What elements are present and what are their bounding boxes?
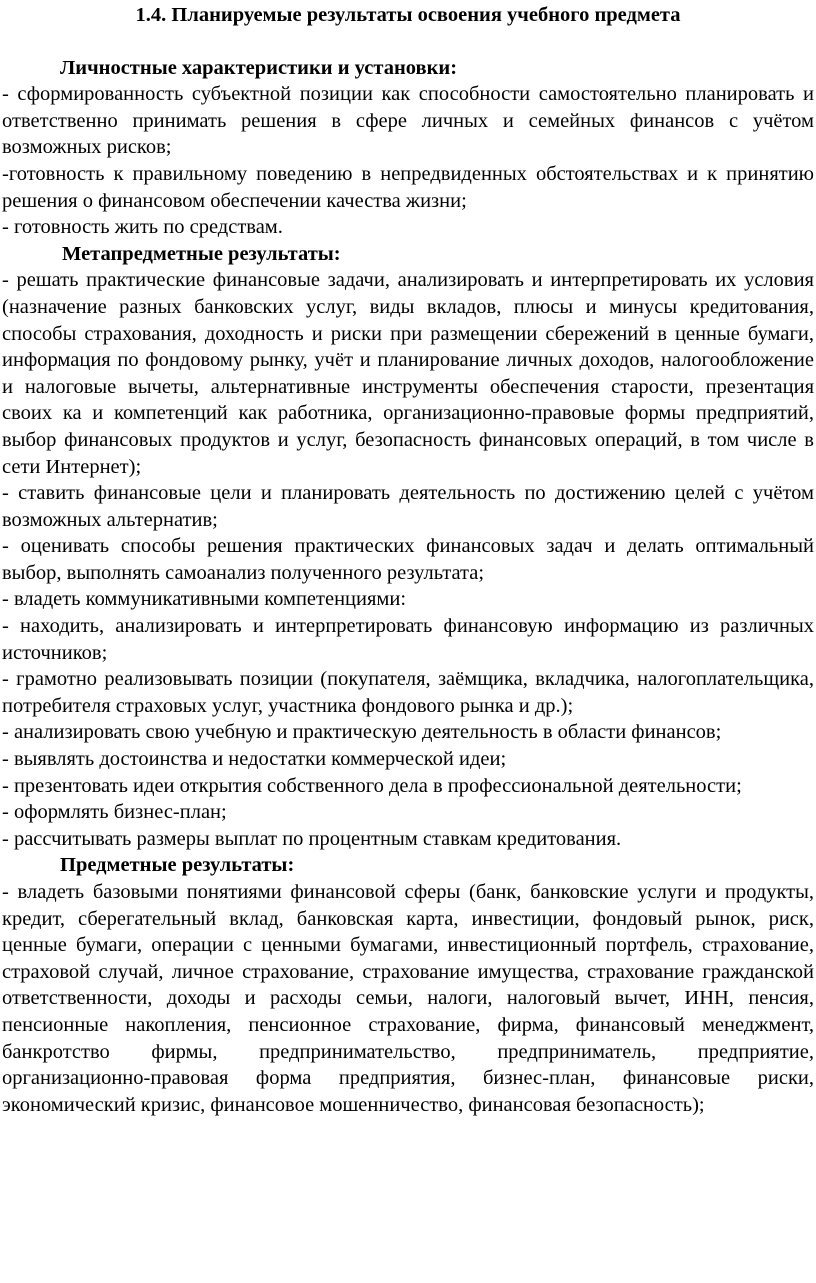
list-item: - ставить финансовые цели и планировать деятельность по достижению целей с учётом возможных альтернатив; (2, 482, 814, 531)
list-item: - рассчитывать размеры выплат по процентным ставкам кредитования. (2, 827, 622, 850)
list-item: - презентовать идеи открытия собственного дела в профессиональной деятельности; (2, 774, 742, 797)
list-item: - владеть базовыми понятиями финансовой сферы (банк, банковские услуги и продукты, кредит, сберегательный вклад, банковская карта, инвестиции, фондовый рынок, риск, ценные бумаги, операции с ценными бумагами, инвестиционный портфель, страхование, страховой случай, личное страхование, страхование имущества, страхование гражданской ответственности, доходы и расходы семьи, налоги, налоговый вычет, ИНН, пенсия, пенсионные накопления, пенсионное страхование, фирма, финансовый менеджмент, банкротство фирмы, предпринимательство, предприниматель, предприятие, организационно-правовая форма предприятия, бизнес-план, финансовые риски, экономический кризис, финансовое мошенничество, финансовая безопасность); (2, 881, 814, 1116)
list-item: - выявлять достоинства и недостатки коммерческой идеи; (2, 748, 507, 771)
section-heading-personal: Личностные характеристики и установки: (60, 56, 458, 79)
section-heading-subject: Предметные результаты: (60, 854, 295, 877)
section-heading-metasubject: Метапредметные результаты: (62, 242, 341, 265)
list-item: - оформлять бизнес-план; (2, 801, 227, 824)
list-item: - решать практические финансовые задачи, анализировать и интерпретировать их условия (назначение разных банковских услуг, виды вкладов, плюсы и минусы кредитования, способы страхования, доходность и риски при размещении сбережений в ценные бумаги, информация по фондовому рынку, учёт и планирование личных доходов, налогообложение и налоговые вычеты, альтернативные инструменты обеспечения старости, презентация своих ка и компетенций как работника, организационно-правовые формы предприятий, выбор финансовых продуктов и услуг, безопасность финансовых операций, в том числе в сети Интернет); (2, 269, 814, 478)
list-item: - грамотно реализовывать позиции (покупателя, заёмщика, вкладчика, налогоплательщика, потребителя страховых услуг, участника фондового рынка и др.); (2, 668, 814, 717)
list-item: - сформированность субъектной позиции как способности самостоятельно планировать и ответственно принимать решения в сфере личных и семейных финансов с учётом возможных рисков; (2, 83, 814, 159)
list-item: - анализировать свою учебную и практическую деятельность в области финансов; (2, 721, 722, 744)
page-title: 1.4. Планируемые результаты освоения учебного предмета (135, 4, 681, 26)
list-item: - владеть коммуникативными компетенциями: (2, 588, 407, 611)
list-item: - оценивать способы решения практических финансовых задач и делать оптимальный выбор, выполнять самоанализ полученного результата; (2, 535, 814, 584)
list-item: -готовность к правильному поведению в непредвиденных обстоятельствах и к принятию решения о финансовом обеспечении качества жизни; (2, 162, 814, 212)
list-item: - находить, анализировать и интерпретировать финансовую информацию из различных источников; (2, 615, 814, 664)
list-item: - готовность жить по средствам. (2, 216, 283, 239)
